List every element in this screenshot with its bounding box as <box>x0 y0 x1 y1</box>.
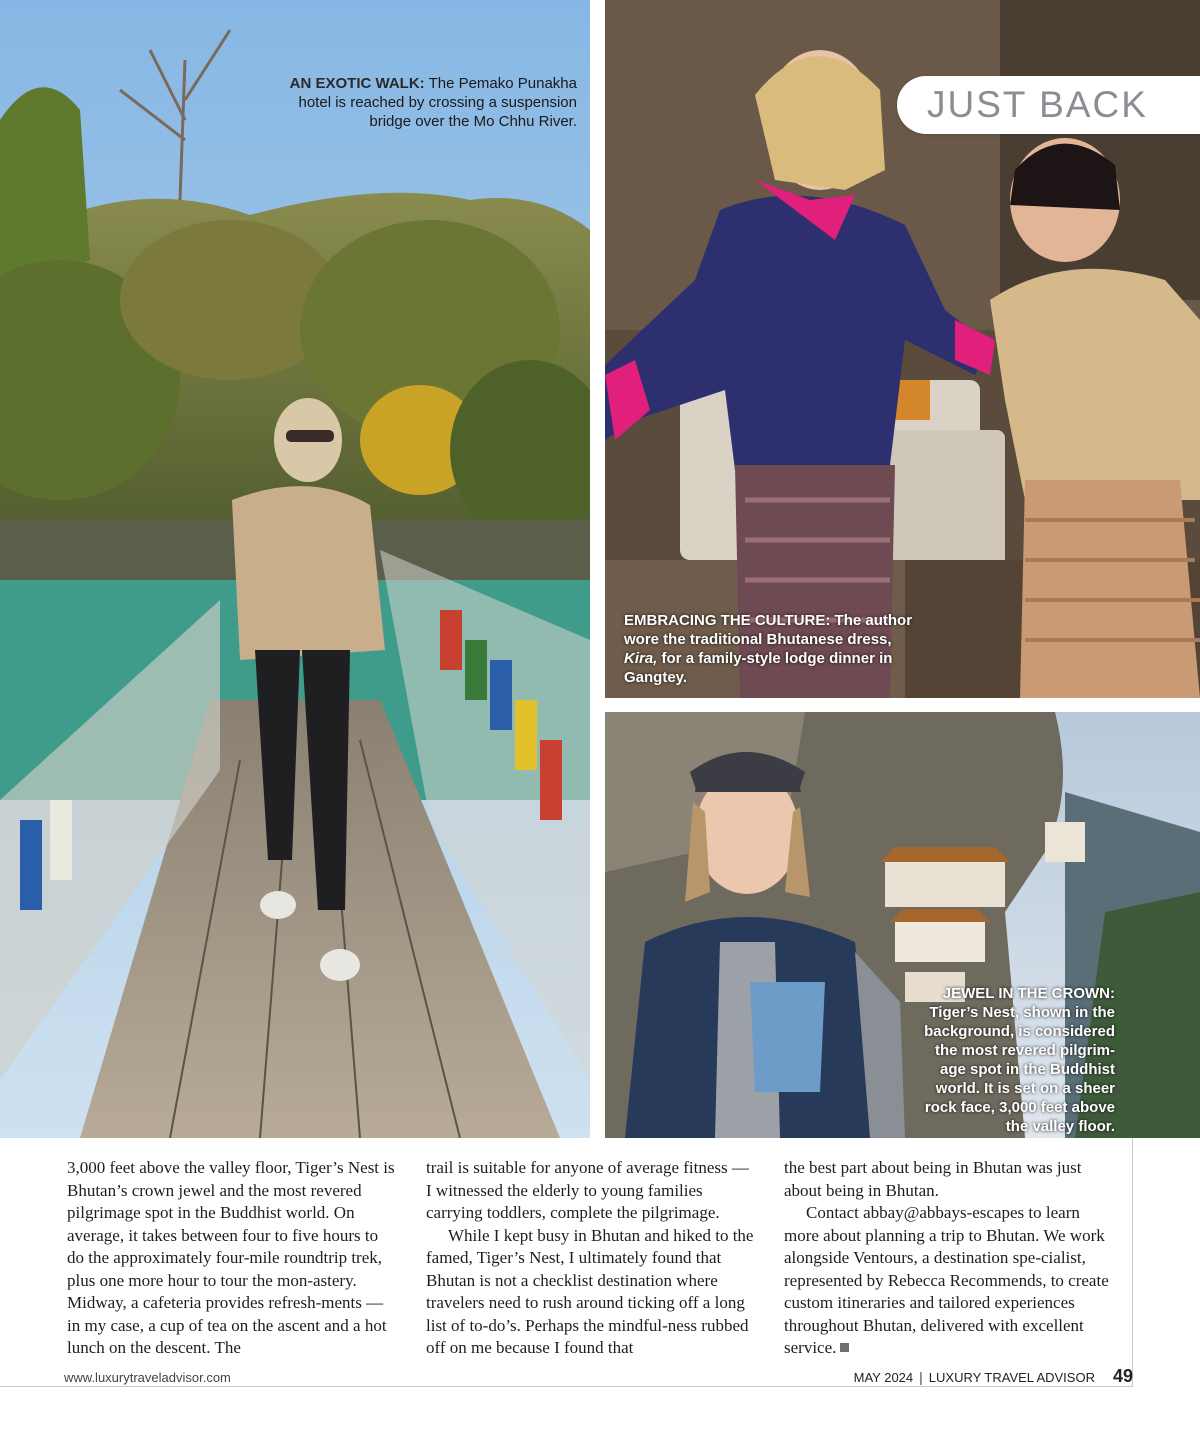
caption-jewel-in-the-crown <box>915 984 1115 1136</box>
article-paragraph: 3,000 feet above the valley floor, Tiger’s Nest is Bhutan’s crown jewel and the most revered pilgrimage spot in the Buddhist world. On average, it takes between four to five hours to do the approximately four-mile roundtrip trek, plus one more hour to tour the mon-astery. Midway, a cafeteria provides refresh-ments — in my case, a cup of tea on the ascent and a hot lunch on the descent. The <box>67 1158 395 1357</box>
caption-text: Tiger’s Nest, shown in the background, is considered the most revered pilgrim-age spot in the Buddhist world. It is set on a sheer rock face, 3,000 feet above the valley floor. <box>924 1004 1115 1135</box>
article-paragraph: trail is suitable for anyone of average fitness — I witnessed the elderly to young families carrying toddlers, complete the pilgrimage. <box>426 1158 749 1222</box>
footer-folio <box>854 1366 1133 1387</box>
page-number: 49 <box>1112 1366 1133 1386</box>
end-mark-icon <box>840 1343 849 1352</box>
caption-lead: JEWEL IN THE CROWN: <box>942 985 1115 1002</box>
caption-text: The author wore the traditional Bhutanese dress, <box>624 612 913 648</box>
footer-url[interactable]: www.luxurytraveladvisor.com <box>64 1370 231 1385</box>
article-column-1 <box>67 1157 397 1360</box>
caption-text: for a family-style lodge dinner in Gangtey. <box>624 650 893 686</box>
section-tag-label: JUST BACK <box>927 84 1148 125</box>
section-tag <box>897 76 1200 134</box>
caption-embracing-culture <box>624 611 914 687</box>
article-text: Contact abbay@abbays-escapes to learn more about planning a trip to Bhutan. We work alongside Ventours, a destination spe-cialist, represented by Rebecca Recommends, to create custom itineraries and tailored experiences throughout Bhutan, delivered with excellent service. <box>784 1203 1109 1357</box>
article-paragraph: the best part about being in Bhutan was just about being in Bhutan. <box>784 1158 1082 1200</box>
footer-magazine-name: LUXURY TRAVEL ADVISOR <box>928 1370 1095 1385</box>
caption-exotic-walk <box>280 74 577 131</box>
article-paragraph: While I kept busy in Bhutan and hiked to the famed, Tiger’s Nest, I ultimately found that Bhutan is not a checklist destination where travelers need to rush around ticking off a long list of to-do’s. Perhaps the mindful-ness rubbed off on me because I found that <box>426 1225 754 1357</box>
article-column-3 <box>784 1157 1114 1360</box>
caption-lead: AN EXOTIC WALK: <box>289 75 425 92</box>
caption-emphasis: Kira, <box>624 650 658 667</box>
footer-separator: | <box>919 1369 923 1385</box>
article-paragraph-closing <box>784 1202 1114 1360</box>
footer-date: MAY 2024 <box>853 1370 914 1385</box>
article-column-2 <box>426 1157 756 1360</box>
photo-suspension-bridge <box>0 0 590 1138</box>
caption-lead: EMBRACING THE CULTURE: <box>624 612 831 629</box>
caption-text: The Pemako Punakha hotel is reached by crossing a suspension bridge over the Mo Chhu River. <box>298 75 577 130</box>
page-divider <box>1132 1138 1133 1387</box>
